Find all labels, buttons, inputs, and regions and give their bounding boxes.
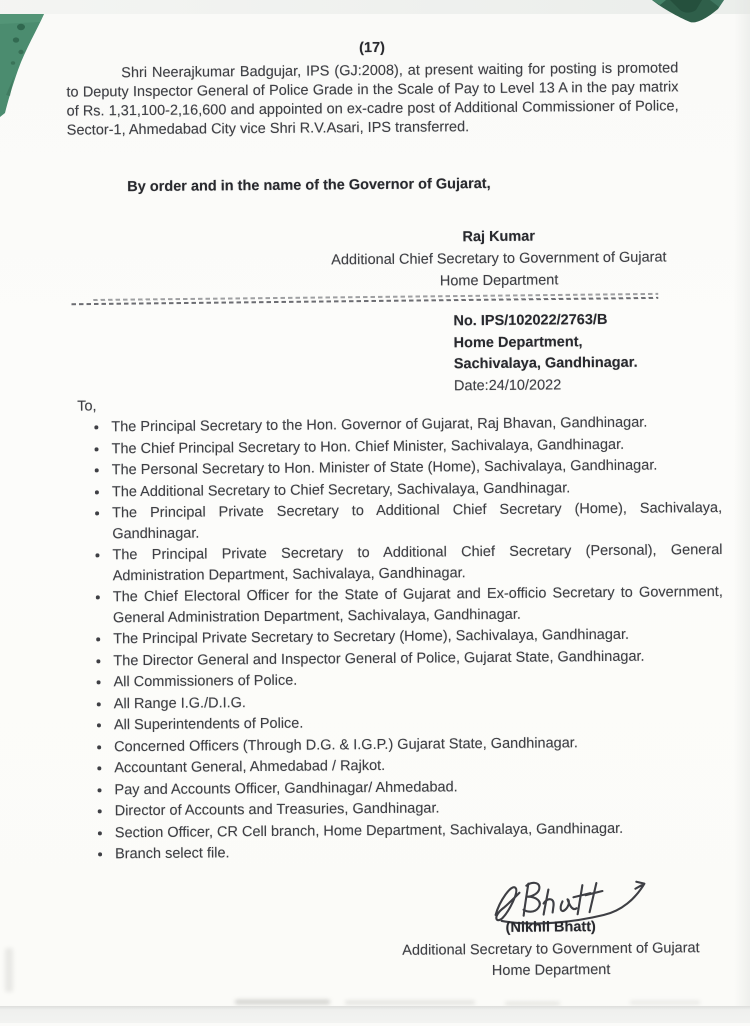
recipient-item: • The Principal Private Secretary to Additional Chief Secretary (Personal), General Administration Department, Sachivalaya, Gandhinagar. [110,540,722,586]
recipient-item: • Accountant General, Ahmedabad / Rajkot. [112,753,724,779]
recipient-item: • The Principal Secretary to the Hon. Governor of Gujarat, Raj Bhavan, Gandhinagar. [109,412,721,438]
recipient-item: • Concerned Officers (Through D.G. & I.G.P.) Gujarat State, Gandhinagar. [112,731,724,757]
reference-place: Sachivalaya, Gandhinagar. [453,354,638,373]
reference-block [453,310,637,398]
recipient-item: • Section Officer, CR Cell branch, Home Department, Sachivalaya, Gandhinagar. [113,817,725,843]
reference-number: No. IPS/102022/2763/B [453,311,608,330]
scan-smudge [505,1002,560,1005]
recipient-item: • All Superintendents of Police. [112,710,724,736]
reference-date: Date:24/10/2022 [453,376,562,394]
scan-smudge [630,1001,700,1004]
recipient-item: • The Principal Private Secretary to Additional Chief Secretary (Home), Sachivalaya, Gandhinagar. [110,498,722,544]
recipient-item: • The Principal Private Secretary to Secretary (Home), Sachivalaya, Gandhinagar. [111,624,723,650]
opening-paragraph: Shri Neerajkumar Badgujar, IPS (GJ:2008), at present waiting for posting is promoted to Deputy Inspector General of Police Grade in the Scale of Pay to Level 13 A in the pay matrix of Rs. 1,31,100-2,16,600 and appointed on ex-cadre post of Additional Commissioner of Police, Sector-1, Ahmedabad City vice Shri R.V.Asari, IPS transferred. [66,60,679,139]
scan-smudge [5,948,13,992]
recipient-item: • The Director General and Inspector General of Police, Gujarat State, Gandhinagar. [111,645,723,671]
recipient-item: • Director of Accounts and Treasuries, Gandhinagar. [113,796,725,822]
scan-smudge [235,1000,330,1004]
recipient-item: • All Commissioners of Police. [111,667,723,693]
signer-title: Additional Secretary to Government of Gujarat [402,939,700,959]
scan-artifact-top-right [640,0,736,28]
recipient-item: • Branch select file. [113,839,725,865]
recipient-list [69,412,725,866]
recipient-item: • Pay and Accounts Officer, Gandhinagar/ Ahmedabad. [112,774,724,800]
signer-name: (Nikhil Bhatt) [505,919,596,936]
signer-department: Home Department [491,961,611,979]
recipient-item: • The Chief Principal Secretary to Hon. Chief Minister, Sachivalaya, Gandhinagar. [109,433,721,459]
signatory-department: Home Department [439,272,559,290]
page-number: (17) [359,39,386,57]
reference-department: Home Department, [453,333,583,351]
scan-bottom-edge [0,1006,750,1023]
scan-smudge [345,1001,475,1004]
recipient-item: • The Chief Electoral Officer for the State of Gujarat and Ex-officio Secretary to Government, General Administration Department, Sachivalaya, Gandhinagar. [111,582,723,628]
to-label: To, [77,398,97,415]
recipient-item: • The Additional Secretary to Chief Secretary, Sachivalaya, Gandhinagar. [110,476,722,502]
signatory-block-top [308,224,691,293]
signatory-title: Additional Chief Secretary to Government of Gujarat [331,249,667,269]
signatory-name: Raj Kumar [462,228,536,246]
scan-artifact-top-left [0,0,60,122]
signatory-block-bottom [382,916,721,983]
recipient-item: • The Personal Secretary to Hon. Minister of State (Home), Sachivalaya, Gandhinagar. [110,455,722,481]
order-by-line: By order and in the name of the Governor of Gujarat, [127,175,491,196]
recipient-item: • All Range I.G./D.I.G. [112,688,724,714]
